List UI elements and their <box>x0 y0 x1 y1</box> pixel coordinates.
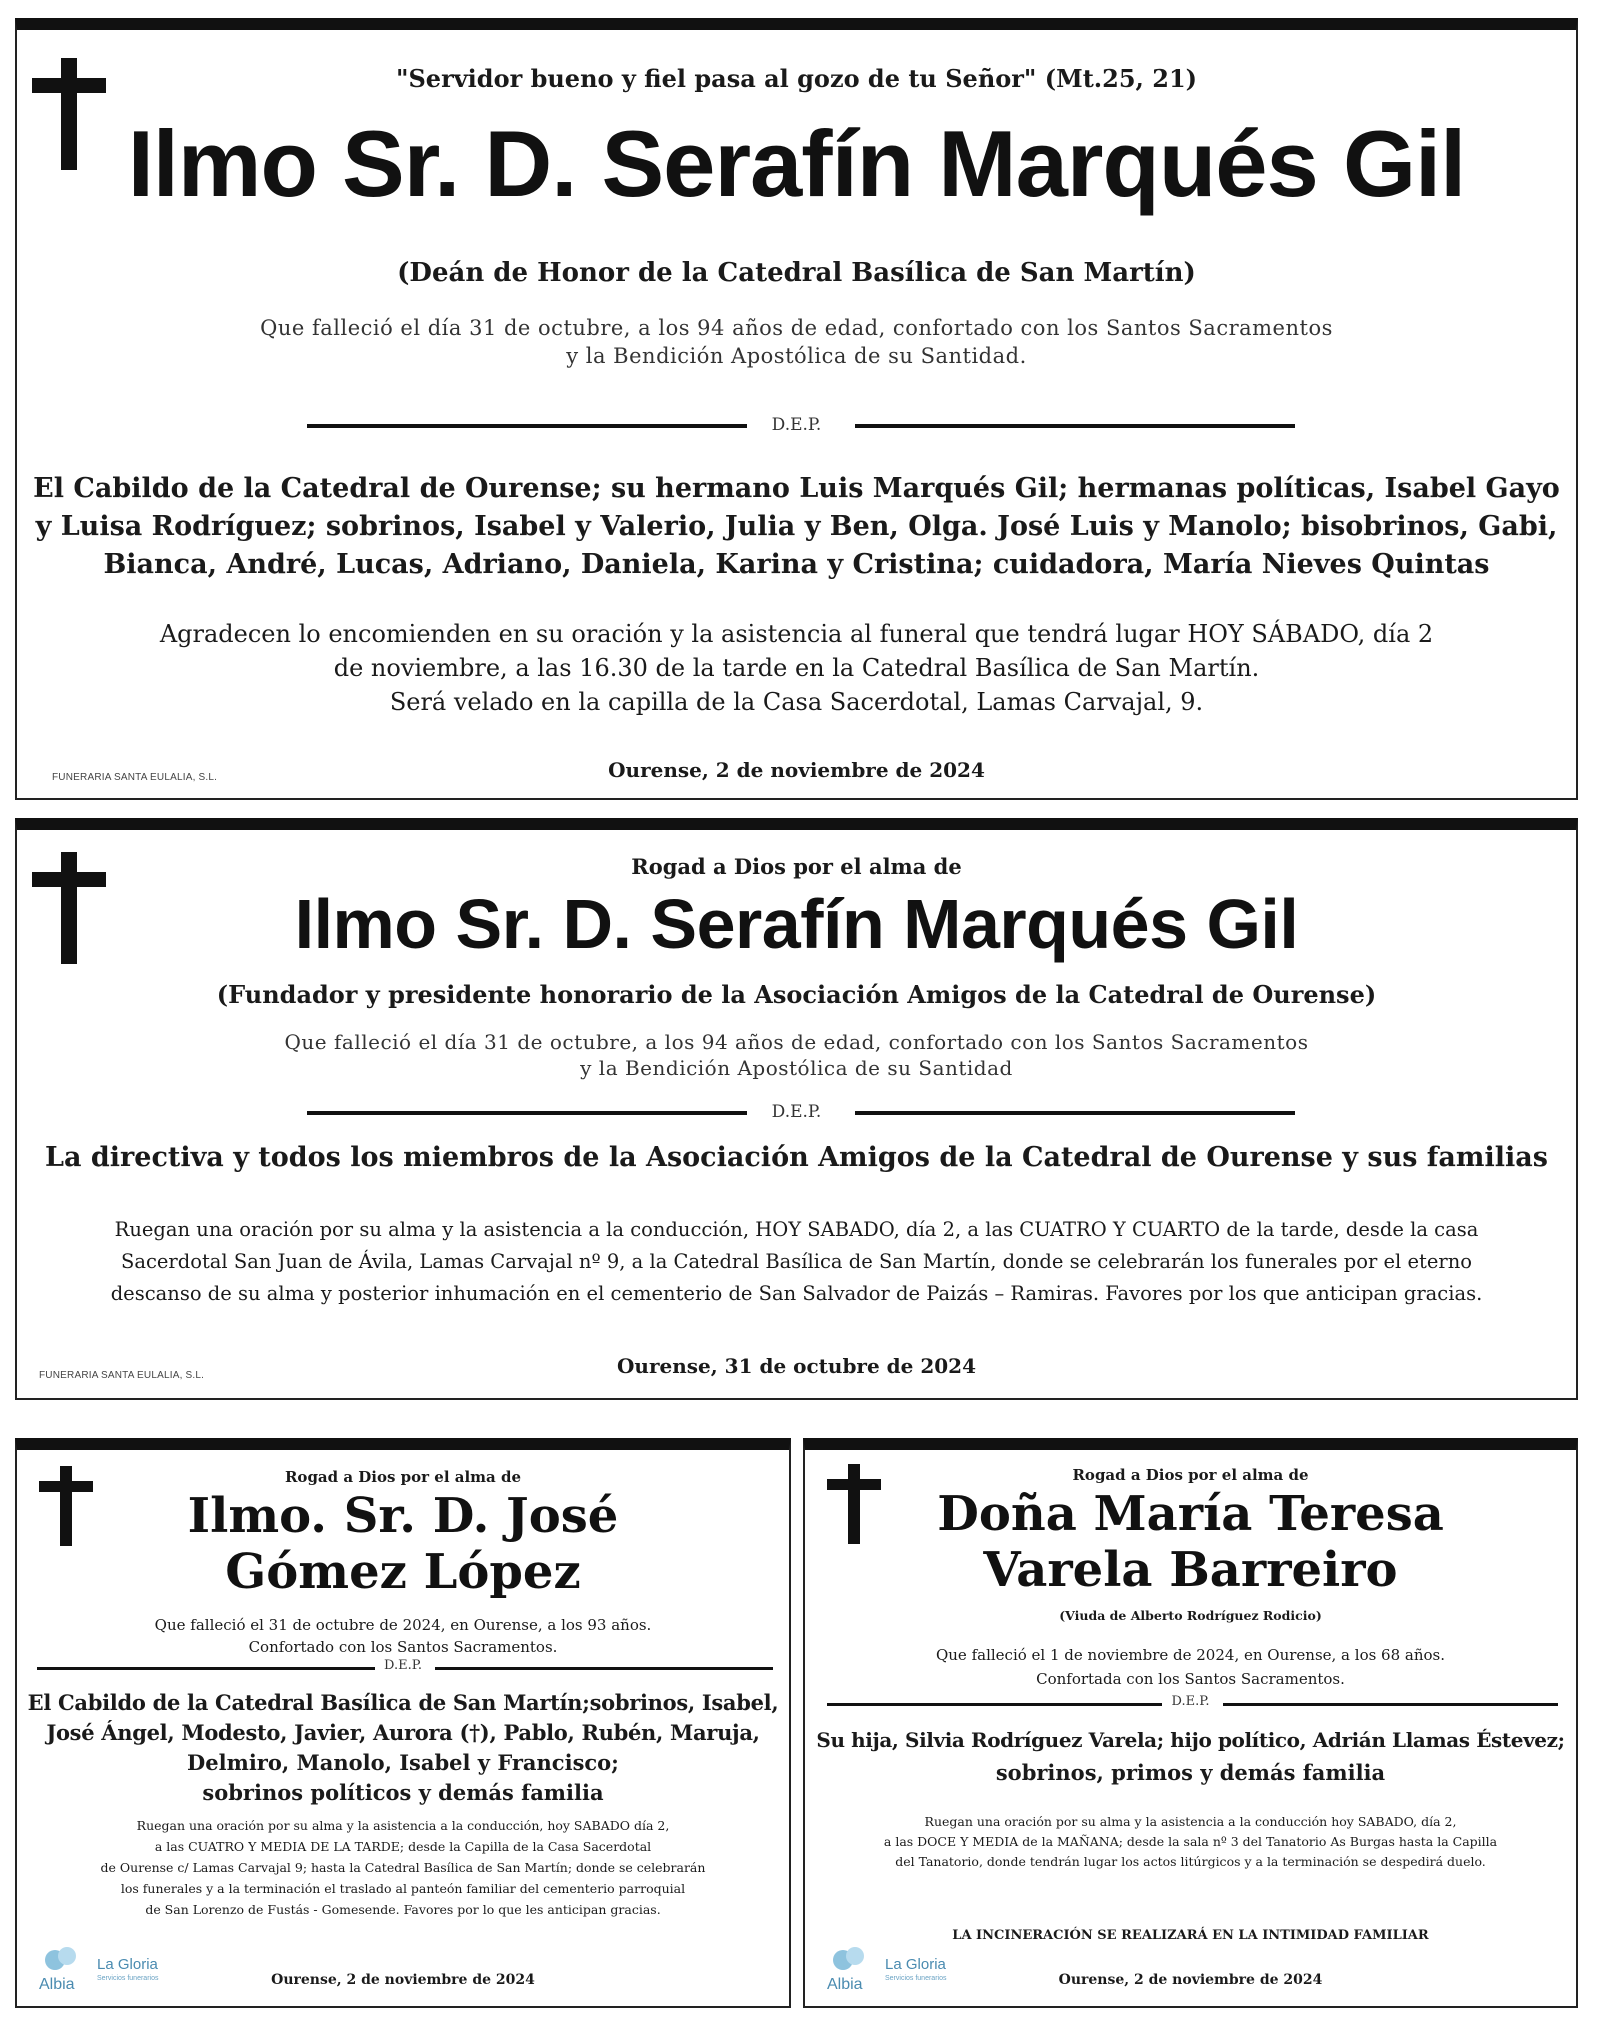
obituary-notice-1 <box>15 18 1578 800</box>
pray-line-2: Sacerdotal San Juan de Ávila, Lamas Carvajal nº 9, a la Catedral Basílica de San Martín, donde se celebrarán los funerales por el eterno <box>120 1250 1472 1273</box>
deceased-name-line-2: Gómez López <box>225 1544 581 1600</box>
dep-label: D.E.P. <box>384 1658 422 1673</box>
albia-label: Albia <box>39 1976 75 1993</box>
family-line-1: El Cabildo de la Catedral de Ourense; su hermano Luis Marqués Gil; hermanas políticas, Isabel Gayo <box>33 473 1560 504</box>
funeral-home-label: FUNERARIA SANTA EULALIA, S.L. <box>52 772 218 783</box>
death-line-1: Que falleció el 31 de octubre de 2024, en Ourense, a los 93 años. <box>154 1616 652 1634</box>
rogad-line: Rogad a Dios por el alma de <box>1072 1466 1309 1484</box>
pray-line-2: a las DOCE Y MEDIA de la MAÑANA; desde la sala nº 3 del Tanatorio As Burgas hasta la Capilla <box>883 1834 1498 1849</box>
bible-quote: "Servidor bueno y fiel pasa al gozo de tu Señor" (Mt.25, 21) <box>395 64 1198 93</box>
death-line-1: Que falleció el día 31 de octubre, a los 94 años de edad, confortado con los Santos Sacramentos <box>260 316 1333 340</box>
death-line-2: Confortado con los Santos Sacramentos. <box>248 1638 558 1656</box>
dep-label: D.E.P. <box>771 1102 822 1122</box>
family-line-2: sobrinos, primos y demás familia <box>995 1760 1386 1785</box>
dep-divider <box>805 1694 1576 1714</box>
death-line-1: Que falleció el 1 de noviembre de 2024, en Ourense, a los 68 años. <box>935 1646 1446 1664</box>
widow-note: (Viuda de Alberto Rodríguez Rodicio) <box>1059 1608 1322 1623</box>
rogad-line: Rogad a Dios por el alma de <box>284 1468 522 1486</box>
pray-line-3: descanso de su alma y posterior inhumación en el cementerio de San Salvador de Paizás – Ramiras. Favores por los que anticipan gracias. <box>110 1282 1483 1305</box>
family-line-1: El Cabildo de la Catedral Basílica de San Martín;sobrinos, Isabel, <box>27 1690 779 1715</box>
dep-divider <box>17 1658 789 1678</box>
thanks-line-2: de noviembre, a las 16.30 de la tarde en la Catedral Basílica de San Martín. <box>333 654 1260 682</box>
rogad-line: Rogad a Dios por el alma de <box>631 854 962 879</box>
obituary-notice-4 <box>803 1438 1578 2008</box>
obituary-notice-2 <box>15 818 1578 1400</box>
deceased-name: Ilmo Sr. D. Serafín Marqués Gil <box>127 111 1466 216</box>
family-line-1: Su hija, Silvia Rodríguez Varela; hijo político, Adrián Llamas Éstevez; <box>816 1728 1565 1752</box>
deceased-name-line-1: Ilmo. Sr. D. José <box>187 1488 619 1544</box>
family-line-4: sobrinos políticos y demás familia <box>202 1780 604 1805</box>
death-line-2: Confortada con los Santos Sacramentos. <box>1036 1670 1345 1688</box>
deceased-name-line-2: Varela Barreiro <box>983 1542 1398 1598</box>
family-line-3: Delmiro, Manolo, Isabel y Francisco; <box>187 1750 619 1775</box>
albia-label: Albia <box>827 1976 863 1993</box>
obituary-notice-3 <box>15 1438 791 2008</box>
dep-divider <box>17 415 1576 435</box>
deceased-name: Ilmo Sr. D. Serafín Marqués Gil <box>294 885 1299 963</box>
la-gloria-label: La Gloria <box>97 1956 158 1973</box>
deceased-name-line-1: Doña María Teresa <box>937 1486 1444 1542</box>
notice-date: Ourense, 2 de noviembre de 2024 <box>608 758 985 782</box>
pray-line-1: Ruegan una oración por su alma y la asistencia a la conducción, HOY SABADO, día 2, a las CUATRO Y CUARTO de la tarde, desde la casa <box>114 1218 1479 1241</box>
notice-date: Ourense, 2 de noviembre de 2024 <box>1058 1972 1323 1988</box>
thanks-line-3: Será velado en la capilla de la Casa Sacerdotal, Lamas Carvajal, 9. <box>389 688 1204 716</box>
notice-date: Ourense, 31 de octubre de 2024 <box>617 1354 976 1378</box>
pray-line-4: los funerales y a la terminación el traslado al panteón familiar del cementerio parroquial <box>120 1881 686 1896</box>
deceased-title: (Fundador y presidente honorario de la Asociación Amigos de la Catedral de Ourense) <box>216 980 1377 1009</box>
dep-label: D.E.P. <box>771 415 822 435</box>
death-line-1: Que falleció el día 31 de octubre, a los 94 años de edad, confortado con los Santos Sacramentos <box>284 1030 1309 1054</box>
pray-line-3: de Ourense c/ Lamas Carvajal 9; hasta la Catedral Basílica de San Martín; donde se celebrarán <box>100 1860 706 1875</box>
dep-divider <box>17 1102 1576 1122</box>
dep-label: D.E.P. <box>1171 1694 1210 1709</box>
death-line-2: y la Bendición Apostólica de su Santidad. <box>566 344 1027 368</box>
funeral-home-label: FUNERARIA SANTA EULALIA, S.L. <box>39 1370 205 1381</box>
pray-line-1: Ruegan una oración por su alma y la asistencia a la conducción hoy SABADO, día 2, <box>924 1814 1457 1829</box>
la-gloria-label: La Gloria <box>885 1956 946 1973</box>
death-line-2: y la Bendición Apostólica de su Santidad <box>580 1056 1013 1080</box>
la-gloria-sub: Servicios funerarios <box>885 1975 947 1982</box>
pray-line-1: Ruegan una oración por su alma y la asistencia a la conducción, hoy SABADO día 2, <box>136 1818 670 1833</box>
albia-drops-icon <box>43 1944 79 1974</box>
family-line-2: José Ángel, Modesto, Javier, Aurora (†), Pablo, Rubén, Maruja, <box>46 1720 760 1745</box>
family-line: La directiva y todos los miembros de la Asociación Amigos de la Catedral de Ourense y sus familias <box>45 1142 1548 1173</box>
pray-line-2: a las CUATRO Y MEDIA DE LA TARDE; desde la Capilla de la Casa Sacerdotal <box>154 1839 652 1854</box>
pray-line-3: del Tanatorio, donde tendrán lugar los actos litúrgicos y a la terminación se despedirá duelo. <box>895 1854 1486 1869</box>
albia-drops-icon <box>831 1944 867 1974</box>
notice-date: Ourense, 2 de noviembre de 2024 <box>271 1972 535 1988</box>
deceased-title: (Deán de Honor de la Catedral Basílica de San Martín) <box>397 258 1196 288</box>
incineration-note: LA INCINERACIÓN SE REALIZARÁ EN LA INTIMIDAD FAMILIAR <box>952 1928 1429 1943</box>
family-line-2: y Luisa Rodríguez; sobrinos, Isabel y Valerio, Julia y Ben, Olga. José Luis y Manolo; bisobrinos, Gabi, <box>35 511 1558 542</box>
pray-line-5: de San Lorenzo de Fustás - Gomesende. Favores por lo que les anticipan gracias. <box>145 1902 661 1917</box>
la-gloria-sub: Servicios funerarios <box>97 1975 159 1982</box>
thanks-line-1: Agradecen lo encomienden en su oración y la asistencia al funeral que tendrá lugar HOY SÁBADO, día 2 <box>159 620 1434 648</box>
family-line-3: Bianca, André, Lucas, Adriano, Daniela, Karina y Cristina; cuidadora, María Nieves Quintas <box>103 549 1490 580</box>
